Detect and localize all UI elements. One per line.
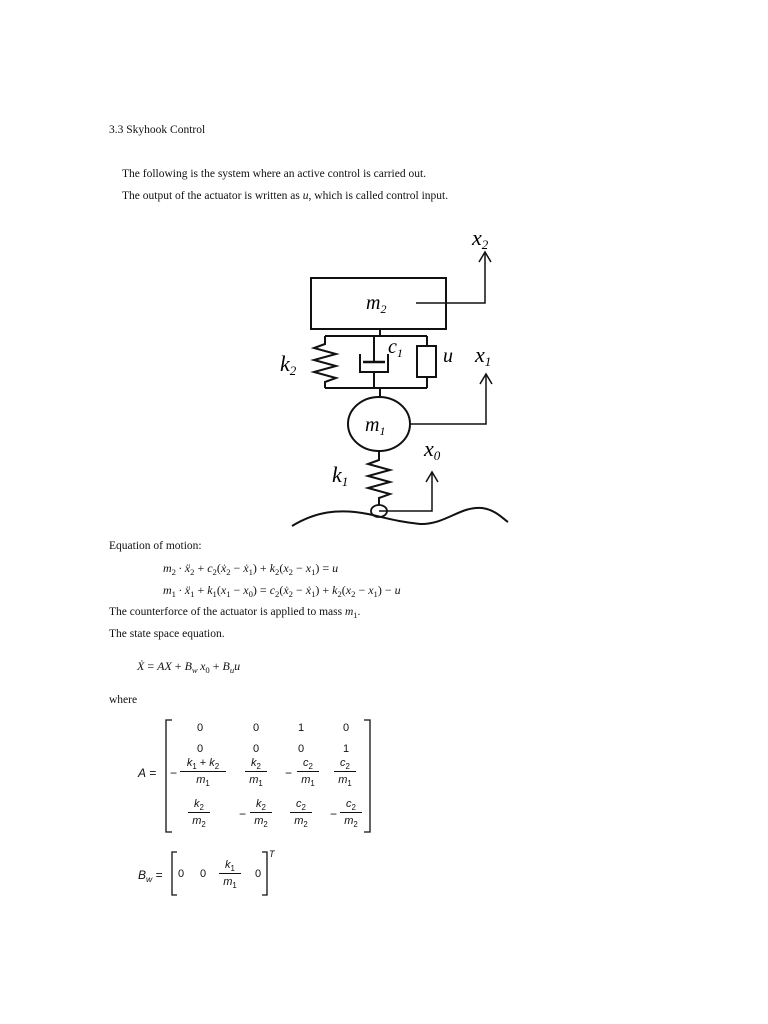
matrix-a-cell-2-3: 0: [297, 743, 305, 755]
matrix-a-cell-2-2: 0: [252, 743, 260, 755]
matrix-a-brackets: [160, 718, 376, 836]
matrix-a-cell-3-3: $c_2$ $m_1$: [297, 756, 319, 787]
matrix-a-cell-4-4: $c_2$ $m_2$: [340, 797, 362, 828]
m1-label: $m_1$: [365, 414, 386, 438]
matrix-a-cell-2-4: 1: [342, 743, 350, 755]
intro-line-2: [122, 190, 448, 202]
matrix-bw-transpose: T: [269, 849, 275, 859]
matrix-a-sign-3-3: −: [285, 766, 293, 780]
matrix-bw-sub: w: [146, 874, 153, 885]
counterforce-sentence: [109, 606, 360, 618]
matrix-bw-name: B: [138, 868, 147, 882]
equation-of-motion-label: Equation of motion:: [109, 540, 202, 552]
matrix-a-cell-3-1: $k_1 + k_2$ $m_1$: [180, 756, 226, 787]
matrix-a-cell-1-2: 0: [252, 722, 260, 734]
control-input-symbol: u: [302, 190, 309, 202]
intro-line-2-suffix: , which is called control input.: [308, 190, 449, 202]
matrix-bw-lhs: $B_w$ =: [138, 868, 163, 885]
x1-arrow: [410, 374, 486, 424]
matrix-a-sign-3-1: −: [170, 766, 178, 780]
c1-label: $c_1$: [388, 336, 403, 360]
u-label: u: [443, 345, 453, 367]
spring-k1: [368, 451, 390, 505]
equation-motion-m1: $m_1$ · $ẍ_1 + k_1(x_1 - x_0)$ = $c_2(ẋ_2$ − $ẋ_1) + k_2(x_2 - x_1) - u$: [163, 583, 401, 600]
matrix-bw-cell-3: $k_1$ $m_1$: [219, 858, 241, 889]
matrix-a-cell-2-1: 0: [196, 743, 204, 755]
matrix-a-sign-4-4: −: [330, 807, 338, 821]
m2-label: $m_2$: [366, 292, 387, 316]
counterforce-mass-sub: 1: [353, 610, 358, 620]
state-space-label: The state space equation.: [109, 628, 225, 640]
matrix-a-cell-3-4: $c_2$ $m_1$: [334, 756, 356, 787]
counterforce-prefix: The counterforce of the actuator is applied to mass: [109, 606, 345, 618]
counterforce-suffix: .: [357, 606, 361, 618]
matrix-a-cell-1-4: 0: [342, 722, 350, 734]
where-label: where: [109, 694, 138, 706]
actuator-box: [417, 346, 436, 377]
matrix-bw-cell-4: 0: [254, 868, 262, 880]
matrix-a-cell-4-3: $c_2$ $m_2$: [290, 797, 312, 828]
matrix-a-cell-4-2: $k_2$ $m_2$: [250, 797, 272, 828]
intro-line-2-prefix: The output of the actuator is written as: [122, 190, 303, 202]
matrix-a-cell-4-1: $k_2$ $m_2$: [188, 797, 210, 828]
x0-label: x0: [424, 436, 441, 463]
quarter-car-diagram: [270, 222, 510, 532]
equation-motion-m2: $m_2$ · $ẍ_2$ + $c_2(ẋ_2$ − $ẋ_1) + k_2(x_2 - x_1) = u$: [163, 561, 339, 578]
matrix-a-sign-4-2: −: [239, 807, 247, 821]
k2-label: k2: [280, 351, 297, 378]
x2-label: x2: [472, 225, 489, 252]
matrix-a-name: A: [138, 766, 147, 780]
counterforce-mass-symbol: m: [344, 606, 354, 618]
intro-line-1: The following is the system where an active control is carried out.: [122, 168, 427, 180]
spring-k2: [314, 336, 336, 388]
matrix-bw-cell-1: 0: [177, 868, 185, 880]
matrix-a-lhs: A =: [138, 766, 157, 780]
state-space-equation: Ẋ = AX + $B_w$ $x_0 + B_uu$: [137, 659, 241, 676]
section-heading: 3.3 Skyhook Control: [109, 124, 206, 136]
x0-arrow: [379, 472, 432, 511]
matrix-a-cell-1-3: 1: [297, 722, 305, 734]
k1-label: k1: [332, 462, 349, 489]
matrix-bw-cell-2: 0: [199, 868, 207, 880]
matrix-a-cell-1-1: 0: [196, 722, 204, 734]
x1-label: x1: [475, 342, 492, 369]
matrix-a-cell-3-2: $k_2$ $m_1$: [245, 756, 267, 787]
